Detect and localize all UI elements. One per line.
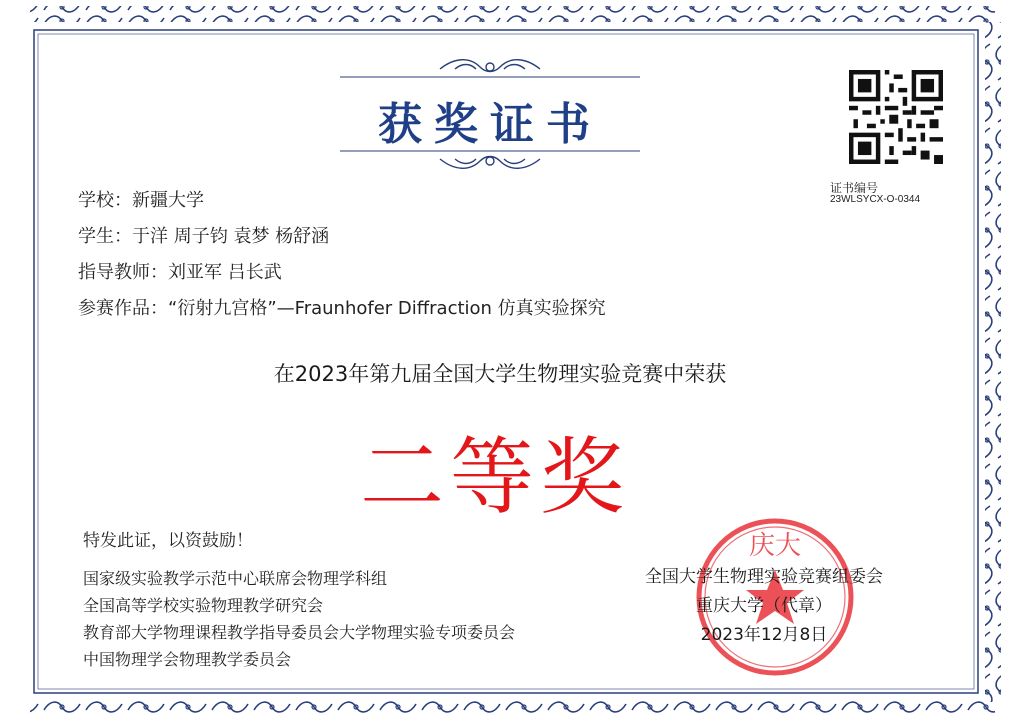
info-advisors [78, 258, 282, 284]
award-statement: 在2023年第九届全国大学生物理实验竞赛中荣获 [273, 362, 727, 386]
organizer: 中国物理学会物理教学委员会 [83, 650, 292, 669]
prize-level: 二等奖 [359, 428, 630, 526]
seal-text: 庆大 [748, 531, 802, 561]
certificate-number: 23WLSYCX-O-0344 [830, 194, 921, 205]
info-label: 参赛作品： [78, 298, 168, 319]
qr-code-icon [849, 70, 943, 164]
info-school [78, 186, 204, 212]
info-value: “衍射九宫格”—Fraunhofer Diffraction 仿真实验探究 [168, 298, 606, 319]
info-value: 新疆大学 [132, 190, 204, 211]
info-label: 学生： [78, 226, 132, 247]
info-entry [78, 294, 606, 320]
certificate-number-label: 证书编号 [830, 181, 879, 195]
title-block [340, 55, 640, 175]
certificate-title: 获奖证书 [378, 99, 602, 150]
issuer-committee: 全国大学生物理实验竞赛组委会 [645, 567, 883, 587]
issuer-university: 重庆大学（代章） [696, 596, 832, 616]
organizer: 全国高等学校实验物理教学研究会 [83, 596, 324, 615]
info-students [78, 222, 329, 248]
organizer: 教育部大学物理课程教学指导委员会大学物理实验专项委员会 [83, 623, 516, 642]
organizer: 国家级实验教学示范中心联席会物理学科组 [83, 569, 388, 588]
info-value: 刘亚军 吕长武 [168, 262, 282, 283]
issue-date: 2023年12月8日 [700, 625, 828, 645]
info-value: 于洋 周子钧 袁梦 杨舒涵 [132, 226, 330, 247]
info-label: 学校： [78, 190, 132, 211]
encouragement-text: 特发此证，以资鼓励！ [83, 531, 253, 551]
info-label: 指导教师： [78, 262, 168, 283]
